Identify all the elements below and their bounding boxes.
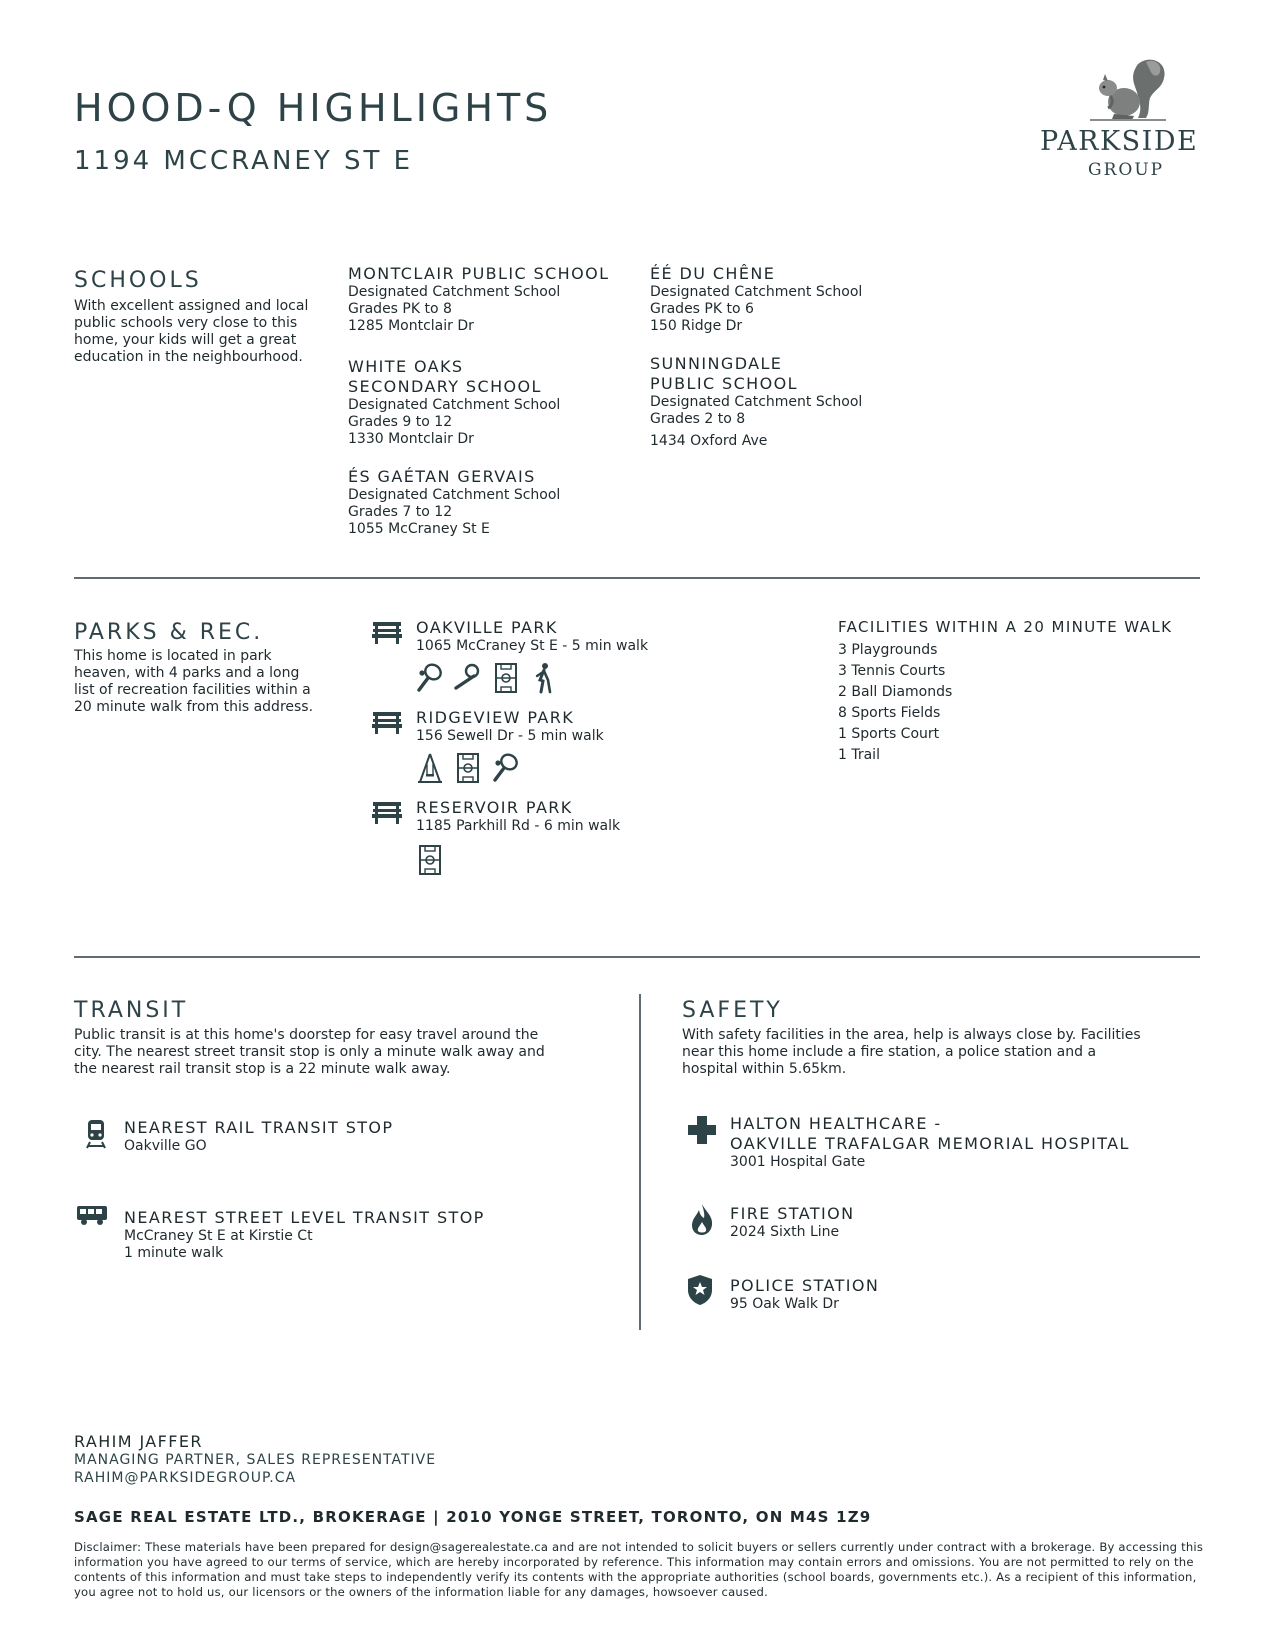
divider — [74, 956, 1200, 958]
rail-stop-name: Oakville GO — [124, 1138, 207, 1154]
school-address: 1285 Montclair Dr — [348, 318, 474, 334]
parks-description: This home is located in park heaven, with 4 parks and a long list of recreation facilities within a 20 minute walk from this address. — [74, 648, 314, 715]
column-divider — [639, 994, 641, 1330]
school-name-line-2: PUBLIC SCHOOL — [650, 374, 798, 393]
sports-field-icon — [454, 752, 482, 784]
park-detail: 156 Sewell Dr - 5 min walk — [416, 728, 604, 744]
street-stop-name: McCraney St E at Kirstie Ct — [124, 1228, 313, 1244]
tennis-icon — [416, 662, 444, 694]
schools-title: SCHOOLS — [74, 268, 202, 293]
school-address: 1434 Oxford Ave — [650, 433, 768, 449]
disclaimer: Disclaimer: These materials have been prepared for design@sagerealestate.ca and are not intended to solicit buyers or sellers currently under contract with a brokerage. By accessing this information you have agreed to our terms of service, which are hereby incorporated by reference. This information may contain errors and omissions. You are not permitted to rely on the contents of this information and must take steps to independently verify its contents with the appropriate authorities (school boards, governments etc.). As a recipient of this information, you agree not to hold us, our licensors or the owners of the information liable for any damages, howsoever caused. — [74, 1540, 1204, 1599]
school-name-line-2: SECONDARY SCHOOL — [348, 377, 542, 396]
train-icon — [80, 1118, 112, 1150]
agent-role: MANAGING PARTNER, SALES REPRESENTATIVE — [74, 1452, 437, 1468]
logo-subtitle: GROUP — [1088, 160, 1165, 180]
school-address: 1330 Montclair Dr — [348, 431, 474, 447]
school-name: WHITE OAKS — [348, 357, 464, 376]
trail-walker-icon — [530, 662, 558, 694]
park-detail: 1185 Parkhill Rd - 6 min walk — [416, 818, 621, 834]
playground-icon — [416, 752, 444, 784]
street-transit-stop — [124, 1208, 624, 1262]
logo-wordmark: PARKSIDE — [1040, 126, 1199, 157]
rail-stop-title: NEAREST RAIL TRANSIT STOP — [124, 1118, 394, 1137]
transit-title: TRANSIT — [74, 998, 189, 1023]
bus-icon — [76, 1204, 108, 1226]
school-card — [348, 467, 638, 538]
fire-station-address: 2024 Sixth Line — [730, 1224, 840, 1240]
school-grades: Grades 7 to 12 — [348, 504, 453, 520]
park-detail: 1065 McCraney St E - 5 min walk — [416, 638, 649, 654]
police-badge-icon — [686, 1274, 714, 1306]
hospital-item — [730, 1114, 1250, 1171]
transit-description: Public transit is at this home's doorstep for easy travel around the city. The nearest street transit stop is only a minute walk away and the nearest rail transit stop is a 22 minute walk away. — [74, 1027, 545, 1077]
hospital-name: HALTON HEALTHCARE - — [730, 1114, 942, 1133]
park-name: RESERVOIR PARK — [416, 798, 573, 817]
facilities-title: FACILITIES WITHIN A 20 MINUTE WALK — [838, 618, 1173, 636]
sports-field-icon — [416, 844, 444, 876]
school-name: MONTCLAIR PUBLIC SCHOOL — [348, 264, 610, 283]
park-bench-icon — [372, 710, 402, 734]
tennis-icon — [492, 752, 520, 784]
school-designation: Designated Catchment School — [348, 284, 561, 300]
schools-description: With excellent assigned and local public schools very close to this home, your kids will get a great education in the neighbourhood. — [74, 298, 309, 365]
hospital-cross-icon — [686, 1114, 718, 1146]
park-name: OAKVILLE PARK — [416, 618, 558, 637]
park-name: RIDGEVIEW PARK — [416, 708, 575, 727]
agent-info — [74, 1432, 674, 1487]
school-address: 1055 McCraney St E — [348, 521, 490, 537]
school-grades: Grades PK to 6 — [650, 301, 754, 317]
park-bench-icon — [372, 620, 402, 644]
school-name: SUNNINGDALE — [650, 354, 783, 373]
facility-item: 8 Sports Fields — [838, 705, 941, 721]
agent-email[interactable]: RAHIM@PARKSIDEGROUP.CA — [74, 1470, 297, 1486]
police-station-title: POLICE STATION — [730, 1276, 880, 1295]
facility-item: 3 Playgrounds — [838, 642, 938, 658]
school-grades: Grades 2 to 8 — [650, 411, 746, 427]
sports-field-icon — [492, 662, 520, 694]
street-stop-title: NEAREST STREET LEVEL TRANSIT STOP — [124, 1208, 485, 1227]
fire-station-title: FIRE STATION — [730, 1204, 855, 1223]
safety-description: With safety facilities in the area, help is always close by. Facilities near this home include a fire station, a police station and a hospital within 5.65km. — [682, 1027, 1141, 1077]
park-bench-icon — [372, 800, 402, 824]
facility-item: 1 Trail — [838, 747, 880, 763]
police-station-address: 95 Oak Walk Dr — [730, 1296, 839, 1312]
facility-item: 1 Sports Court — [838, 726, 940, 742]
brokerage-line: SAGE REAL ESTATE LTD., BROKERAGE | 2010 YONGE STREET, TORONTO, ON M4S 1Z9 — [74, 1508, 872, 1526]
school-card — [650, 354, 940, 450]
parkside-logo — [1030, 56, 1240, 186]
facility-item: 2 Ball Diamonds — [838, 684, 953, 700]
property-address: 1194 MCCRANEY ST E — [74, 146, 414, 176]
facility-item: 3 Tennis Courts — [838, 663, 946, 679]
squirrel-icon — [1088, 56, 1168, 124]
agent-name: RAHIM JAFFER — [74, 1432, 203, 1451]
school-designation: Designated Catchment School — [348, 487, 561, 503]
police-station-item — [730, 1276, 1130, 1313]
facilities-list — [838, 618, 1198, 766]
school-grades: Grades 9 to 12 — [348, 414, 453, 430]
school-name: ÉS GAÉTAN GERVAIS — [348, 467, 536, 486]
school-card — [348, 264, 638, 335]
parks-title: PARKS & REC. — [74, 620, 264, 645]
school-grades: Grades PK to 8 — [348, 301, 452, 317]
school-card — [348, 357, 638, 448]
school-designation: Designated Catchment School — [348, 397, 561, 413]
safety-title: SAFETY — [682, 998, 783, 1023]
school-address: 150 Ridge Dr — [650, 318, 743, 334]
school-designation: Designated Catchment School — [650, 284, 863, 300]
page-title: HOOD-Q HIGHLIGHTS — [74, 86, 553, 130]
baseball-icon — [454, 662, 482, 694]
rail-transit-stop — [124, 1118, 604, 1155]
school-card — [650, 264, 940, 335]
fire-station-item — [730, 1204, 1130, 1241]
divider — [74, 577, 1200, 579]
school-designation: Designated Catchment School — [650, 394, 863, 410]
hospital-address: 3001 Hospital Gate — [730, 1154, 866, 1170]
school-name: ÉÉ DU CHÊNE — [650, 264, 776, 283]
street-stop-walk: 1 minute walk — [124, 1245, 224, 1261]
hospital-name-line-2: OAKVILLE TRAFALGAR MEMORIAL HOSPITAL — [730, 1134, 1130, 1153]
flame-icon — [688, 1202, 716, 1236]
